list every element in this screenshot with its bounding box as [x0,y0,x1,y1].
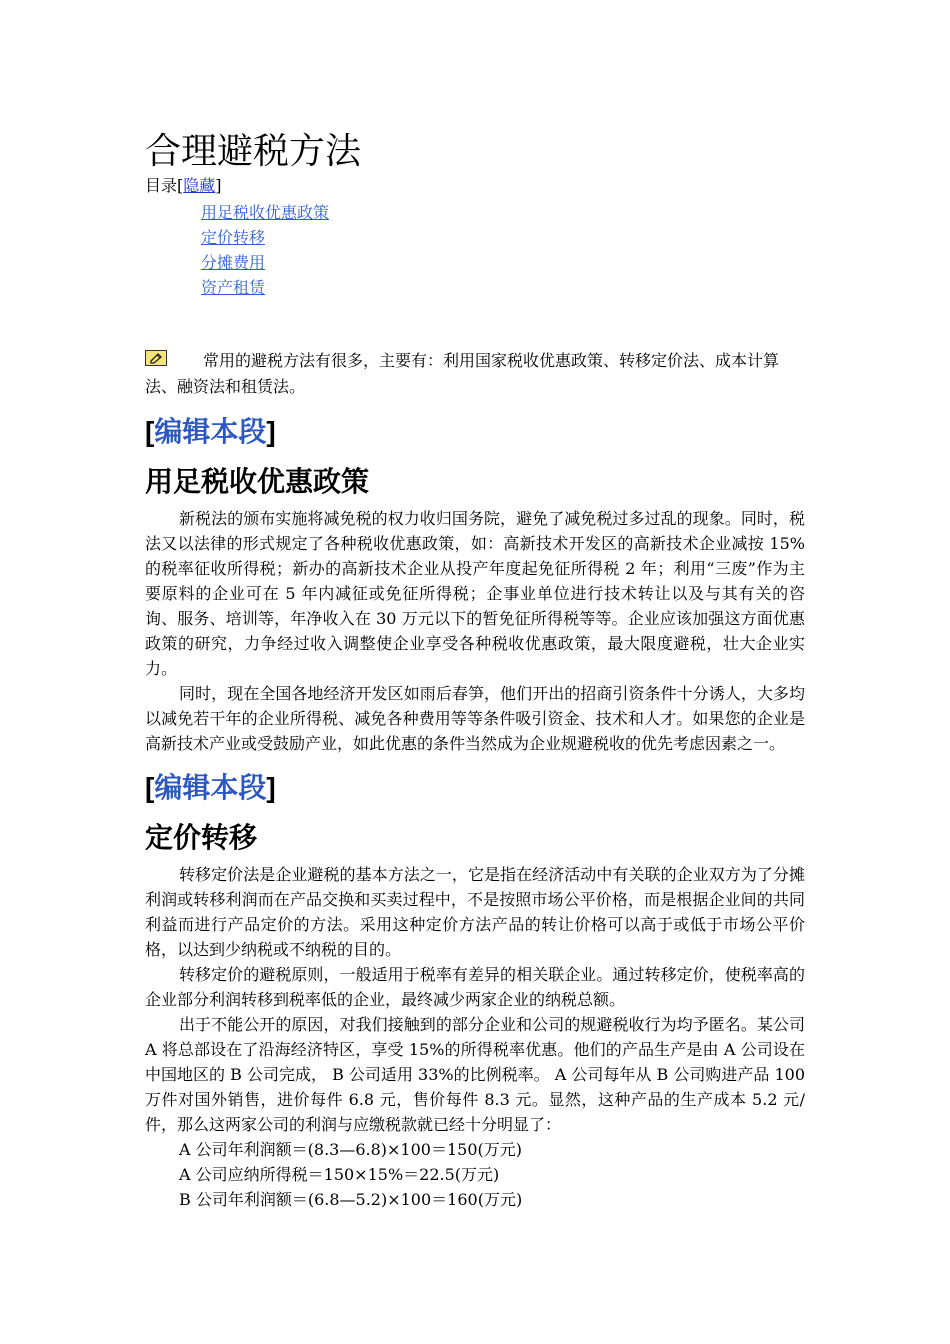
toc-header [145,176,805,196]
toc-item [201,225,805,250]
edit-bracket-close: ] [266,772,276,803]
section-heading: 用足税收优惠政策 [145,465,370,498]
article-content [145,128,805,1212]
toc-link-cost-sharing[interactable]: 分摊费用 [201,253,266,272]
toc-item [201,250,805,275]
toc-link-transfer-pricing[interactable]: 定价转移 [201,228,266,247]
intro-text: 常用的避税方法有很多，主要有：利用国家税收优惠政策、转移定价法、成本计算法、融资法和租赁法。 [145,351,780,396]
toc-item [201,200,805,225]
page-title: 合理避税方法 [145,131,362,172]
edit-bracket-close: ] [266,416,276,447]
paragraph: 转移定价的避税原则，一般适用于税率有差异的相关联企业。通过转移定价，使税率高的企业部分利润转移到税率低的企业，最终减少两家企业的纳税总额。 [145,965,805,1009]
calculation-line: A 公司应纳所得税＝150×15%＝22.5(万元) [179,1165,500,1184]
toc-label: 目录[ [145,176,184,195]
paragraph: 新税法的颁布实施将减免税的权力收归国务院，避免了减免税过多过乱的现象。同时，税法又以法律的形式规定了各种税收优惠政策，如：高新技术开发区的高新技术企业减按 15%的税率征收所得税；新办的高新技术企业从投产年度起免征所得税 2 年；利用“三废”作为主要原料的企业可在 5 年内减征或免征所得税；企事业单位进行技术转让以及与其有关的咨询、服务、培训等，年净收入在 30 万元以下的暂免征所得税等等。企业应该加强这方面优惠政策的研究，力争经过收入调整使企业享受各种税收优惠政策，最大限度避税，壮大企业实力。 [145,509,805,678]
toc-item [201,275,805,300]
toc-list [201,200,805,300]
edit-link[interactable]: 编辑本段 [154,772,267,803]
paragraph: 出于不能公开的原因，对我们接触到的部分企业和公司的规避税收行为均予匿名。某公司 A 将总部设在了沿海经济特区，享受 15%的所得税率优惠。他们的产品生产是由 A 公司设在中国地区的 B 公司完成， B 公司适用 33%的比例税率。 A 公司每年从 B 公司购进产品 100 万件对国外销售，进价每件 6.8 元，售价每件 8.3 元。显然，这种产品的生产成本 5.2 元/件，那么这两家公司的利润与应缴税款就已经十分明显了： [145,1015,805,1134]
calculation-line: B 公司年利润额＝(6.8—5.2)×100＝160(万元) [179,1190,523,1209]
section-heading: 定价转移 [145,821,258,854]
toc-hide-link[interactable]: 隐藏 [183,176,216,195]
edit-bracket-open: [ [145,416,155,447]
toc-link-tax-incentives[interactable]: 用足税收优惠政策 [201,203,330,222]
calculation-line: A 公司年利润额＝(8.3—6.8)×100＝150(万元) [179,1140,522,1159]
intro-block [145,348,805,400]
note-icon [145,350,167,366]
paragraph: 同时，现在全国各地经济开发区如雨后春笋，他们开出的招商引资条件十分诱人，大多均以减免若干年的企业所得税、减免各种费用等等条件吸引资金、技术和人才。如果您的企业是高新技术产业或受鼓励产业，如此优惠的条件当然成为企业规避税收的优先考虑因素之一。 [145,684,805,753]
edit-section-link-1 [145,414,805,450]
edit-section-link-2 [145,770,805,806]
edit-link[interactable]: 编辑本段 [154,416,267,447]
toc-link-asset-leasing[interactable]: 资产租赁 [201,278,266,297]
edit-bracket-open: [ [145,772,155,803]
paragraph: 转移定价法是企业避税的基本方法之一，它是指在经济活动中有关联的企业双方为了分摊利润或转移利润而在产品交换和买卖过程中，不是按照市场公平价格，而是根据企业间的共同利益而进行产品定价的方法。采用这种定价方法产品的转让价格可以高于或低于市场公平价格，以达到少纳税或不纳税的目的。 [145,865,805,959]
toc-close-bracket: ] [215,176,222,195]
